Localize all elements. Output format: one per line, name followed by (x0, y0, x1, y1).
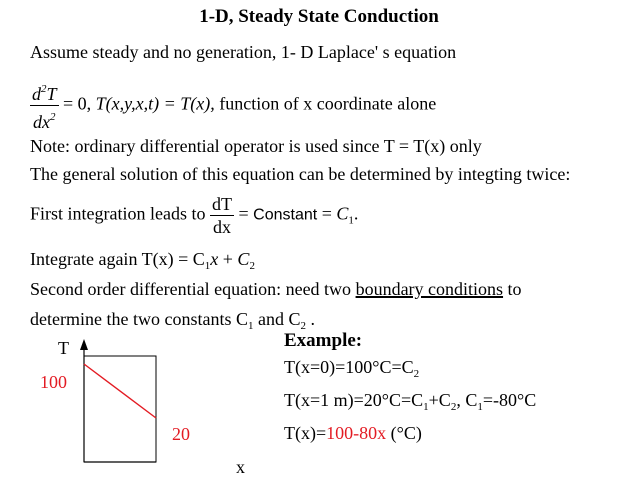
axis-label-t: T (58, 338, 69, 358)
page-title: 1-D, Steady State Conduction (199, 6, 439, 27)
first-integration-line: First integration leads to $\frac{dT}{dx}$ = Constant = $C_1$. (30, 194, 359, 237)
label-100: 100 (40, 372, 67, 392)
example-heading: Example: (284, 330, 363, 351)
example-block (284, 330, 536, 446)
temperature-line (84, 364, 156, 418)
solution-expression: 100-80x (326, 423, 387, 443)
determine-constants-line: determine the two constants $C_1$ and $C_2$ . (30, 309, 315, 332)
axis-label-x: x (236, 457, 245, 477)
integrate-again-line: Integrate again $T(x) = C_1x + C_2$ (30, 249, 255, 272)
example-line-3: T(x)=100-80x (°C) (284, 423, 422, 443)
label-20: 20 (172, 424, 190, 444)
laplace-equation: $\frac{d^2T}{dx^2}$ = 0, T(x,y,x,t) = T(x), function of x coordinate alone (30, 78, 436, 133)
function-description: function of x coordinate alone (214, 93, 437, 114)
example-line-2: T(x=1 $m)=20^\circ C=C_1+C_2$, $C_1=-80^\circ C$ (284, 390, 537, 413)
assumption-line: Assume steady and no generation, 1- D Laplace' s equation (30, 42, 457, 62)
second-derivative-fraction: $\frac{d^2T}{dx^2}$ (30, 78, 59, 133)
note-line: Note: ordinary differential operator is used since T = T(x) only (30, 136, 482, 156)
second-order-line: Second order differential equation: need two boundary conditions to (30, 279, 522, 299)
constant-label: Constant (253, 206, 318, 224)
y-axis-arrow (80, 339, 88, 350)
boundary-conditions-link: boundary conditions (355, 279, 504, 299)
t-function-equality: T(x,y,x,t) = T(x), (95, 93, 215, 114)
example-line-1: $T(x=0)=100^\circ C=C_2$ (284, 357, 420, 380)
general-solution-line: The general solution of this equation can be determined by integting twice: (30, 164, 571, 184)
dt-dx-fraction: $\frac{dT}{dx}$ (211, 194, 232, 237)
